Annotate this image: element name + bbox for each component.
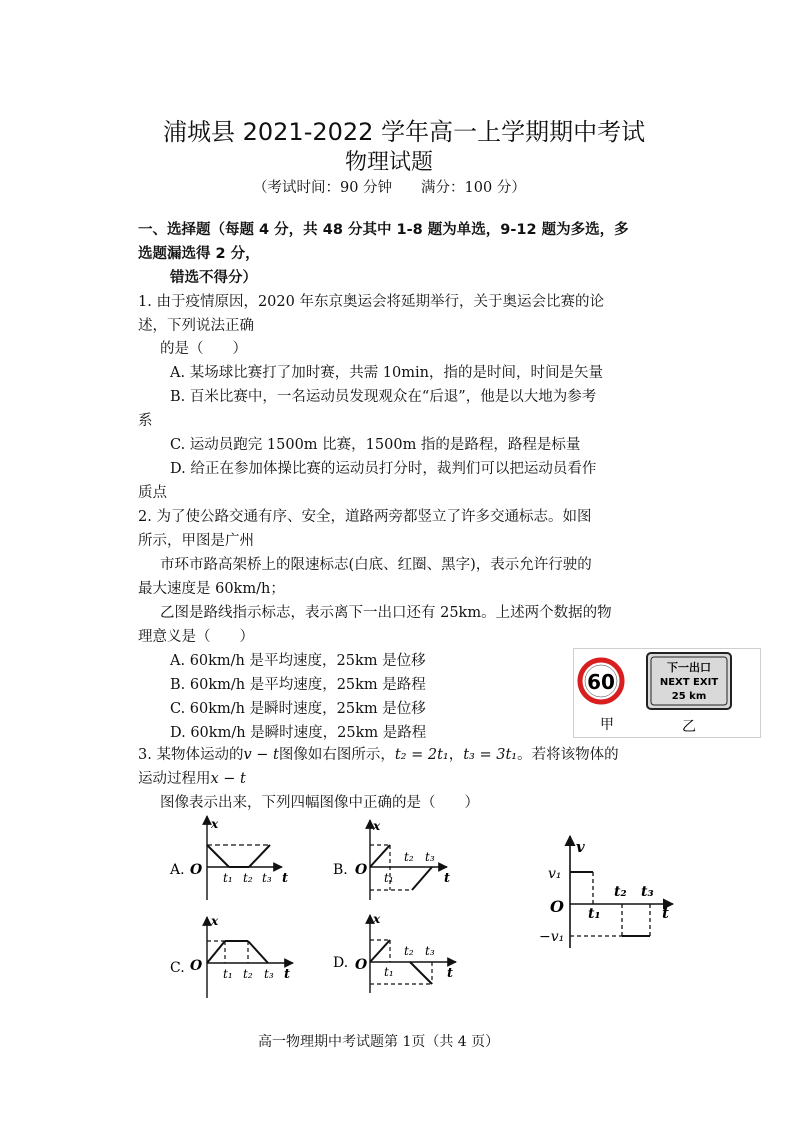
q1-option-c: C. 运动员跑完 1500m 比赛，1500m 指的是路程，路程是标量 (170, 437, 581, 453)
graph-d (333, 912, 456, 993)
vt-t2: t₂ (614, 884, 627, 900)
graph-a-x: x (211, 817, 219, 831)
graph-b (333, 819, 450, 900)
page-title: 物理试题 (345, 150, 434, 175)
graph-c-t: t (284, 967, 291, 982)
graph-a-t3: t₃ (262, 871, 272, 885)
q1-stem-line1: 1. 由于疫情原因，2020 年东京奥运会将延期举行，关于奥运会比赛的论 (138, 294, 604, 310)
q1-option-b-cont: 系 (138, 413, 153, 429)
q2-stem-line2: 所示，甲图是广州 (138, 533, 254, 549)
exit-sign-distance: 25 km (671, 691, 707, 702)
q3-stem-line3: 图像表示出来，下列四幅图像中正确的是（ ） (160, 795, 479, 811)
q2-option-d: D. 60km/h 是瞬时速度，25km 是路程 (170, 725, 427, 741)
graph-c-t3: t₃ (264, 967, 274, 981)
graph-c-label: C. (170, 960, 185, 976)
q2-option-a: A. 60km/h 是平均速度，25km 是位移 (170, 653, 426, 669)
graph-c-origin: O (190, 958, 203, 974)
graph-c-t1: t₁ (223, 967, 233, 981)
graph-b-origin: O (355, 862, 368, 878)
vt-t1: t₁ (588, 906, 601, 922)
graph-b-x: x (373, 819, 381, 833)
graph-d-t: t (447, 966, 454, 981)
q2-stem-line5: 乙图是路线指示标志，表示离下一出口还有 25km。上述两个数据的物 (160, 605, 612, 621)
graph-b-t1: t₁ (384, 871, 394, 885)
graph-d-origin: O (355, 957, 368, 973)
section-heading-line1: 一、选择题（每题 4 分，共 48 分其中 1-8 题为单选，9-12 题为多选，多 (138, 222, 629, 238)
graph-d-t3: t₃ (425, 944, 435, 958)
graph-b-t2: t₂ (404, 850, 414, 864)
graph-a-label: A. (170, 862, 185, 878)
vt-v1: v₁ (548, 866, 562, 882)
q2-stem-line4: 最大速度是 60km/h； (138, 581, 285, 597)
vt-t3: t₃ (641, 884, 654, 900)
q3-vt: v − t (243, 747, 279, 763)
vt-t: t (662, 904, 669, 922)
page-footer: 高一物理期中考试题第 1页（共 4 页） (258, 1034, 500, 1050)
q3-text-a: 3. 某物体运动的 (138, 747, 244, 763)
q2-stem-line3: 市环市路高架桥上的限速标志(白底、红圈、黑字)，表示允许行驶的 (160, 557, 592, 573)
graph-d-label: D. (333, 955, 349, 971)
q3-xt: x − t (210, 771, 246, 787)
q1-option-a: A. 某场球比赛打了加时赛，共需 10min，指的是时间，时间是矢量 (170, 365, 603, 381)
q1-stem-line3: 的是（ ） (160, 341, 247, 357)
q3-text-c: 。若将该物体的 (517, 747, 619, 763)
graph-b-label: B. (333, 862, 348, 878)
q1-stem-line2: 述，下列说法正确 (138, 318, 254, 334)
graph-b-t3: t₃ (425, 850, 435, 864)
q2-stem-line6: 理意义是（ ） (138, 629, 254, 645)
graph-c-x: x (211, 914, 219, 928)
graph-a-t: t (282, 871, 289, 886)
vt-v: v (576, 838, 585, 856)
vt-origin: O (550, 897, 564, 916)
q2-option-c: C. 60km/h 是瞬时速度，25km 是位移 (170, 701, 426, 717)
exit-sign-cn: 下一出口 (667, 661, 711, 674)
graph-d-t1: t₁ (384, 965, 394, 979)
exam-title: 浦城县 2021-2022 学年高一上学期期中考试 (163, 118, 646, 146)
label-jia: 甲 (600, 717, 614, 733)
speed-limit-value: 60 (587, 670, 615, 694)
graph-d-x: x (373, 912, 381, 926)
vt-neg-v1: −v₁ (539, 929, 565, 945)
graph-a-t2: t₂ (243, 871, 253, 885)
q1-option-b: B. 百米比赛中，一名运动员发现观众在“后退”，他是以大地为参考 (170, 389, 597, 405)
label-yi: 乙 (682, 719, 696, 735)
q2-option-b: B. 60km/h 是平均速度，25km 是路程 (170, 677, 426, 693)
vt-graph (539, 836, 673, 948)
graph-a-origin: O (190, 862, 203, 878)
q1-option-d: D. 给正在参加体操比赛的运动员打分时，裁判们可以把运动员看作 (170, 461, 597, 477)
graph-b-t: t (444, 871, 451, 886)
q3-eq2: t₃ = 3t₁ (463, 747, 518, 763)
q1-option-d-cont: 质点 (138, 485, 167, 501)
exam-meta: （考试时间：90 分钟 满分：100 分） (253, 180, 526, 196)
graph-c-t2: t₂ (243, 967, 253, 981)
q3-text-d: 运动过程用 (138, 771, 211, 787)
graph-d-t2: t₂ (404, 944, 414, 958)
section-heading-line3: 错选不得分） (170, 270, 257, 286)
q3-eq1: t₂ = 2t₁ (394, 747, 449, 763)
graph-c (170, 914, 293, 998)
q3-sep: ， (448, 747, 464, 763)
q2-stem-line1: 2. 为了使公路交通有序、安全，道路两旁都竖立了许多交通标志。如图 (138, 509, 592, 525)
section-heading-line2: 选题漏选得 2 分， (138, 246, 260, 262)
graph-a (169, 816, 288, 900)
graph-a-t1: t₁ (223, 871, 233, 885)
q3-text-b: 图像如右图所示， (278, 747, 395, 763)
exit-sign-en: NEXT EXIT (659, 677, 719, 688)
